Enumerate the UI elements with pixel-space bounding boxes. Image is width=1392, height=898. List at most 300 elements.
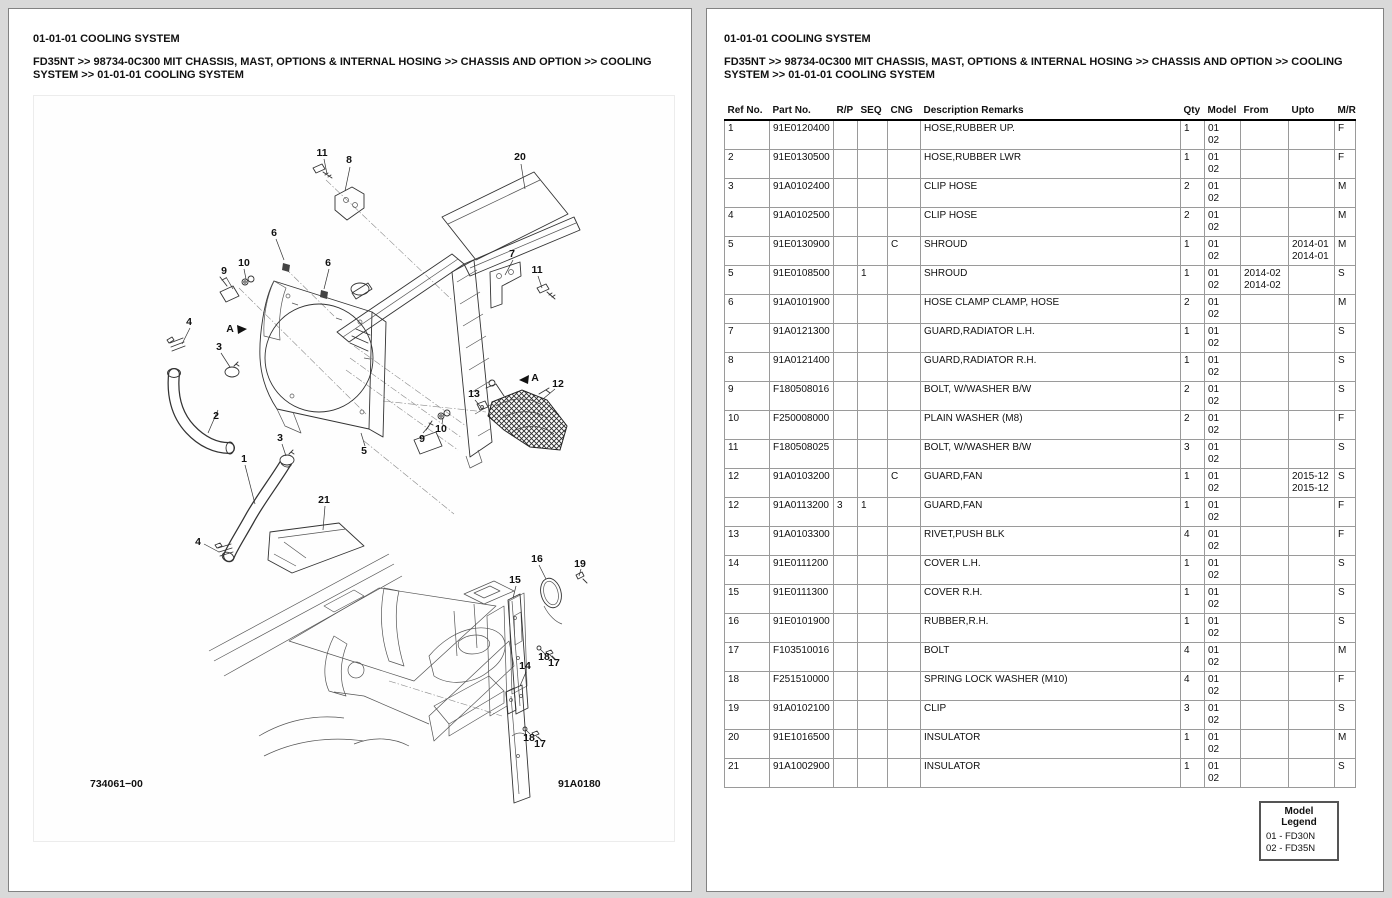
cell-part: F180508016 [770,382,834,411]
cell-qty: 2 [1181,295,1205,324]
table-row[interactable] [725,469,1356,498]
cell-seq [858,208,888,237]
fan-guard-12-drawing [486,380,567,450]
cell-mr: S [1335,324,1356,353]
diagram-callout-9[interactable]: 9 [419,433,425,445]
cell-part: 91E0130900 [770,237,834,266]
cell-part: 91E0108500 [770,266,834,295]
cell-rp [834,614,858,643]
table-row[interactable] [725,701,1356,730]
cell-mr: S [1335,614,1356,643]
cell-desc: COVER L.H. [921,556,1181,585]
table-row[interactable] [725,672,1356,701]
cell-part: F103510016 [770,643,834,672]
cell-upto [1289,208,1335,237]
cell-model: 01 02 [1205,353,1241,382]
cell-qty: 1 [1181,759,1205,788]
cell-mr: S [1335,266,1356,295]
table-row[interactable] [725,643,1356,672]
cell-upto [1289,324,1335,353]
breadcrumb: FD35NT >> 98734-0C300 MIT CHASSIS, MAST, OPTIONS & INTERNAL HOSING >> CHASSIS AND OPTION >> COOLING SYSTEM >> 01-01-01 COOLING SYSTEM [724,56,1343,81]
cell-from [1241,585,1289,614]
cell-desc: HOSE,RUBBER LWR [921,150,1181,179]
cell-desc: GUARD,RADIATOR L.H. [921,324,1181,353]
cell-seq [858,179,888,208]
cell-desc: BOLT, W/WASHER B/W [921,382,1181,411]
cell-mr: F [1335,672,1356,701]
cell-seq [858,527,888,556]
cell-desc: CLIP [921,701,1181,730]
table-row[interactable] [725,120,1356,150]
cell-ref: 11 [725,440,770,469]
table-row[interactable] [725,208,1356,237]
diagram-callout-14[interactable]: 14 [519,660,531,672]
cell-upto: 2014-01 2014-01 [1289,237,1335,266]
cell-part: F180508025 [770,440,834,469]
cell-part: 91E0101900 [770,614,834,643]
cell-rp [834,324,858,353]
table-row[interactable] [725,730,1356,759]
cell-ref: 12 [725,469,770,498]
cell-model: 01 02 [1205,672,1241,701]
diagram-callout-4[interactable]: 4 [186,316,192,328]
cell-part: 91A0102400 [770,179,834,208]
cell-from [1241,208,1289,237]
cell-seq [858,556,888,585]
table-row[interactable] [725,237,1356,266]
diagram-callout-18[interactable]: 18 [538,651,550,663]
cell-desc: CLIP HOSE [921,208,1181,237]
diagram-callout-6[interactable]: 6 [325,257,331,269]
clip-6-right-drawing [320,290,328,299]
cell-qty: 1 [1181,498,1205,527]
cell-from [1241,498,1289,527]
cell-qty: 3 [1181,440,1205,469]
cell-seq [858,643,888,672]
cell-ref: 5 [725,237,770,266]
cell-seq [858,701,888,730]
cell-seq [858,295,888,324]
cell-upto [1289,266,1335,295]
radiator-drawing [337,254,492,468]
cell-qty: 1 [1181,556,1205,585]
table-row[interactable] [725,440,1356,469]
model-legend [1259,801,1339,861]
column-header: Part No. [770,105,834,120]
cell-from [1241,527,1289,556]
diagram-callout-11[interactable]: 11 [316,147,328,159]
cell-desc: CLIP HOSE [921,179,1181,208]
cell-part: 91A0102500 [770,208,834,237]
cell-ref: 17 [725,643,770,672]
cell-from [1241,120,1289,150]
column-header: Description Remarks [921,105,1181,120]
table-row[interactable] [725,498,1356,527]
cell-model: 01 02 [1205,324,1241,353]
cell-part: 91E0111300 [770,585,834,614]
clip-6-left-drawing [282,263,290,272]
diagram-callout-18[interactable]: 18 [523,732,535,744]
cell-seq [858,120,888,150]
cell-cng [888,120,921,150]
cell-upto [1289,672,1335,701]
cell-upto [1289,730,1335,759]
cell-qty: 1 [1181,614,1205,643]
cell-ref: 3 [725,179,770,208]
cell-cng [888,759,921,788]
cell-mr: S [1335,556,1356,585]
page-title: 01-01-01 COOLING SYSTEM [33,33,180,45]
cell-from [1241,614,1289,643]
figure-number-right: 91A0180 [558,778,601,790]
cell-seq [858,324,888,353]
model-legend-title: Model Legend [1281,806,1317,828]
cell-part: F251510000 [770,672,834,701]
cell-qty: 1 [1181,469,1205,498]
cell-desc: GUARD,FAN [921,498,1181,527]
cell-desc: INSULATOR [921,730,1181,759]
cell-rp [834,672,858,701]
cell-cng [888,266,921,295]
bolt-19-drawing [576,572,587,583]
cell-ref: 13 [725,527,770,556]
cell-qty: 2 [1181,382,1205,411]
insulator-21-drawing [268,523,364,573]
table-row[interactable] [725,759,1356,788]
cell-rp [834,643,858,672]
cell-cng [888,208,921,237]
diagram-callout-20[interactable]: 20 [514,151,526,163]
cell-upto [1289,643,1335,672]
cell-model: 01 02 [1205,411,1241,440]
diagram-callout-12[interactable]: 12 [552,378,564,390]
cell-cng [888,672,921,701]
cell-model: 01 02 [1205,527,1241,556]
diagram-callout-10[interactable]: 10 [435,423,447,435]
bolt-11-right-drawing [537,284,555,299]
parts-list-page [706,8,1384,892]
cell-from [1241,179,1289,208]
diagram-callout-4[interactable]: 4 [195,536,201,548]
cell-part: 91A0113200 [770,498,834,527]
cell-ref: 19 [725,701,770,730]
cell-seq [858,411,888,440]
cell-from [1241,556,1289,585]
cell-qty: 1 [1181,237,1205,266]
table-row[interactable] [725,614,1356,643]
column-header: Ref No. [725,105,770,120]
cell-model: 01 02 [1205,556,1241,585]
cell-part: 91E0130500 [770,150,834,179]
cell-cng [888,527,921,556]
cell-mr: S [1335,440,1356,469]
bolt-11-top-drawing [313,164,332,178]
diagram-callout-15[interactable]: 15 [509,574,521,586]
cell-seq [858,759,888,788]
diagram-callout-9[interactable]: 9 [221,265,227,277]
cell-part: 91A0121300 [770,324,834,353]
cell-mr: S [1335,701,1356,730]
column-header: SEQ [858,105,888,120]
page-title: 01-01-01 COOLING SYSTEM [724,33,871,45]
cell-part: 91E1016500 [770,730,834,759]
cell-seq [858,440,888,469]
cell-from [1241,411,1289,440]
cell-qty: 2 [1181,411,1205,440]
cell-from [1241,353,1289,382]
clamp-3-bottom-drawing [280,450,294,465]
cell-ref: 1 [725,120,770,150]
cell-part: 91A0103300 [770,527,834,556]
cell-cng [888,382,921,411]
cell-desc: GUARD,RADIATOR R.H. [921,353,1181,382]
table-row[interactable] [725,585,1356,614]
diagram-callout-A[interactable]: A [531,372,539,384]
cell-qty: 1 [1181,150,1205,179]
cell-cng: C [888,469,921,498]
cell-model: 01 02 [1205,643,1241,672]
cell-model: 01 02 [1205,266,1241,295]
diagram-callout-6[interactable]: 6 [271,227,277,239]
cell-mr: S [1335,585,1356,614]
cell-from [1241,701,1289,730]
diagram-callout-2[interactable]: 2 [213,410,219,422]
cell-mr: S [1335,759,1356,788]
column-header: Qty [1181,105,1205,120]
cell-from [1241,730,1289,759]
cell-upto [1289,150,1335,179]
cell-mr: S [1335,382,1356,411]
cell-seq: 1 [858,498,888,527]
cell-model: 01 02 [1205,382,1241,411]
diagram-callout-17[interactable]: 17 [548,657,560,669]
cell-seq [858,237,888,266]
diagram-callout-1[interactable]: 1 [241,453,247,465]
cell-ref: 6 [725,295,770,324]
table-row[interactable] [725,556,1356,585]
chassis-frame-drawing [209,554,527,756]
cell-model: 01 02 [1205,440,1241,469]
cell-upto [1289,382,1335,411]
table-row[interactable] [725,150,1356,179]
cell-cng [888,498,921,527]
diagram-callout-3[interactable]: 3 [277,432,283,444]
cell-cng [888,150,921,179]
cell-desc: PLAIN WASHER (M8) [921,411,1181,440]
cell-upto [1289,295,1335,324]
cell-ref: 9 [725,382,770,411]
table-row[interactable] [725,411,1356,440]
view-a-arrow-right [519,375,529,384]
cell-model: 01 02 [1205,498,1241,527]
column-header: M/R [1335,105,1356,120]
cell-from [1241,324,1289,353]
diagram-callout-10[interactable]: 10 [238,257,250,269]
diagram-callout-21[interactable]: 21 [318,494,330,506]
cell-ref: 14 [725,556,770,585]
cell-ref: 20 [725,730,770,759]
cell-desc: RUBBER,R.H. [921,614,1181,643]
cell-ref: 12 [725,498,770,527]
cell-rp [834,150,858,179]
cell-ref: 4 [725,208,770,237]
cell-ref: 8 [725,353,770,382]
cell-mr: S [1335,353,1356,382]
cell-mr: M [1335,730,1356,759]
cell-rp [834,701,858,730]
cell-mr: S [1335,469,1356,498]
cell-upto [1289,585,1335,614]
cell-rp [834,469,858,498]
cell-model: 01 02 [1205,701,1241,730]
cell-seq [858,150,888,179]
column-header: From [1241,105,1289,120]
cell-desc: SPRING LOCK WASHER (M10) [921,672,1181,701]
cell-qty: 2 [1181,179,1205,208]
cell-qty: 1 [1181,120,1205,150]
diagram-callout-13[interactable]: 13 [468,388,480,400]
cell-mr: M [1335,643,1356,672]
table-row[interactable] [725,527,1356,556]
cell-rp [834,208,858,237]
diagram-callout-11[interactable]: 11 [531,264,543,276]
cell-from [1241,295,1289,324]
cell-upto [1289,614,1335,643]
cover-14-drawing [506,685,530,803]
cell-from [1241,382,1289,411]
cell-ref: 2 [725,150,770,179]
cell-mr: M [1335,295,1356,324]
cell-from [1241,440,1289,469]
cell-mr: F [1335,498,1356,527]
clamp-3-top-drawing [225,362,239,377]
cell-rp [834,382,858,411]
cell-upto [1289,353,1335,382]
cell-cng [888,411,921,440]
column-header: Model [1205,105,1241,120]
cell-model: 01 02 [1205,469,1241,498]
cell-rp: 3 [834,498,858,527]
cell-upto [1289,498,1335,527]
cell-part: 91A0101900 [770,295,834,324]
table-row[interactable] [725,382,1356,411]
cell-from [1241,150,1289,179]
cell-mr: F [1335,411,1356,440]
cell-qty: 1 [1181,585,1205,614]
cell-ref: 7 [725,324,770,353]
diagram-callout-8[interactable]: 8 [346,154,352,166]
cell-rp [834,295,858,324]
cell-cng [888,556,921,585]
cell-model: 01 02 [1205,179,1241,208]
cell-rp [834,556,858,585]
insulator-20-drawing [442,172,580,276]
cell-desc: SHROUD [921,266,1181,295]
cell-upto [1289,759,1335,788]
cell-cng [888,324,921,353]
column-header: CNG [888,105,921,120]
cell-desc: RIVET,PUSH BLK [921,527,1181,556]
cell-rp [834,266,858,295]
model-legend-item: 01 - FD30N [1266,831,1316,842]
cell-desc: SHROUD [921,237,1181,266]
model-legend-items [1266,831,1332,855]
cell-qty: 4 [1181,643,1205,672]
cell-mr: M [1335,179,1356,208]
cell-mr: F [1335,527,1356,556]
cell-rp [834,411,858,440]
shroud-drawing [260,281,386,437]
cell-cng [888,730,921,759]
cell-model: 01 02 [1205,208,1241,237]
table-row[interactable] [725,353,1356,382]
cell-qty: 1 [1181,266,1205,295]
cell-ref: 21 [725,759,770,788]
cell-cng [888,643,921,672]
diagram-callout-17[interactable]: 17 [534,738,546,750]
cell-model: 01 02 [1205,759,1241,788]
table-row[interactable] [725,266,1356,295]
diagram-callout-5[interactable]: 5 [361,445,367,457]
parts-table [724,105,1356,788]
cell-upto [1289,527,1335,556]
cell-part: 91E0120400 [770,120,834,150]
cell-mr: F [1335,150,1356,179]
cell-qty: 3 [1181,701,1205,730]
column-header: Upto [1289,105,1335,120]
diagram-page [8,8,692,892]
cell-from: 2014-02 2014-02 [1241,266,1289,295]
table-row[interactable] [725,179,1356,208]
cell-rp [834,120,858,150]
cell-model: 01 02 [1205,295,1241,324]
diagram-callout-16[interactable]: 16 [531,553,543,565]
diagram-callout-A[interactable]: A [226,323,234,335]
figure-number-left: 734061−00 [90,778,143,790]
hose-1-drawing [221,455,294,564]
cell-upto [1289,120,1335,150]
cell-upto [1289,411,1335,440]
table-row[interactable] [725,295,1356,324]
cell-model: 01 02 [1205,237,1241,266]
cell-cng [888,440,921,469]
cell-seq: 1 [858,266,888,295]
diagram-callout-19[interactable]: 19 [574,558,586,570]
cell-ref: 10 [725,411,770,440]
cell-part: 91A0102100 [770,701,834,730]
cell-model: 01 02 [1205,614,1241,643]
cell-seq [858,614,888,643]
cell-cng [888,585,921,614]
cell-from [1241,469,1289,498]
cell-part: 91A0103200 [770,469,834,498]
cell-part: 91A0121400 [770,353,834,382]
cell-rp [834,730,858,759]
diagram-callout-3[interactable]: 3 [216,341,222,353]
cell-cng: C [888,237,921,266]
diagram-callout-7[interactable]: 7 [509,248,515,260]
cell-desc: BOLT [921,643,1181,672]
cell-upto [1289,556,1335,585]
cell-seq [858,730,888,759]
cell-qty: 1 [1181,730,1205,759]
model-legend-item: 02 - FD35N [1266,843,1316,854]
bracket-7-drawing [490,262,521,308]
cell-part: 91E0111200 [770,556,834,585]
table-row[interactable] [725,324,1356,353]
cell-from [1241,672,1289,701]
cell-part: 91A1002900 [770,759,834,788]
